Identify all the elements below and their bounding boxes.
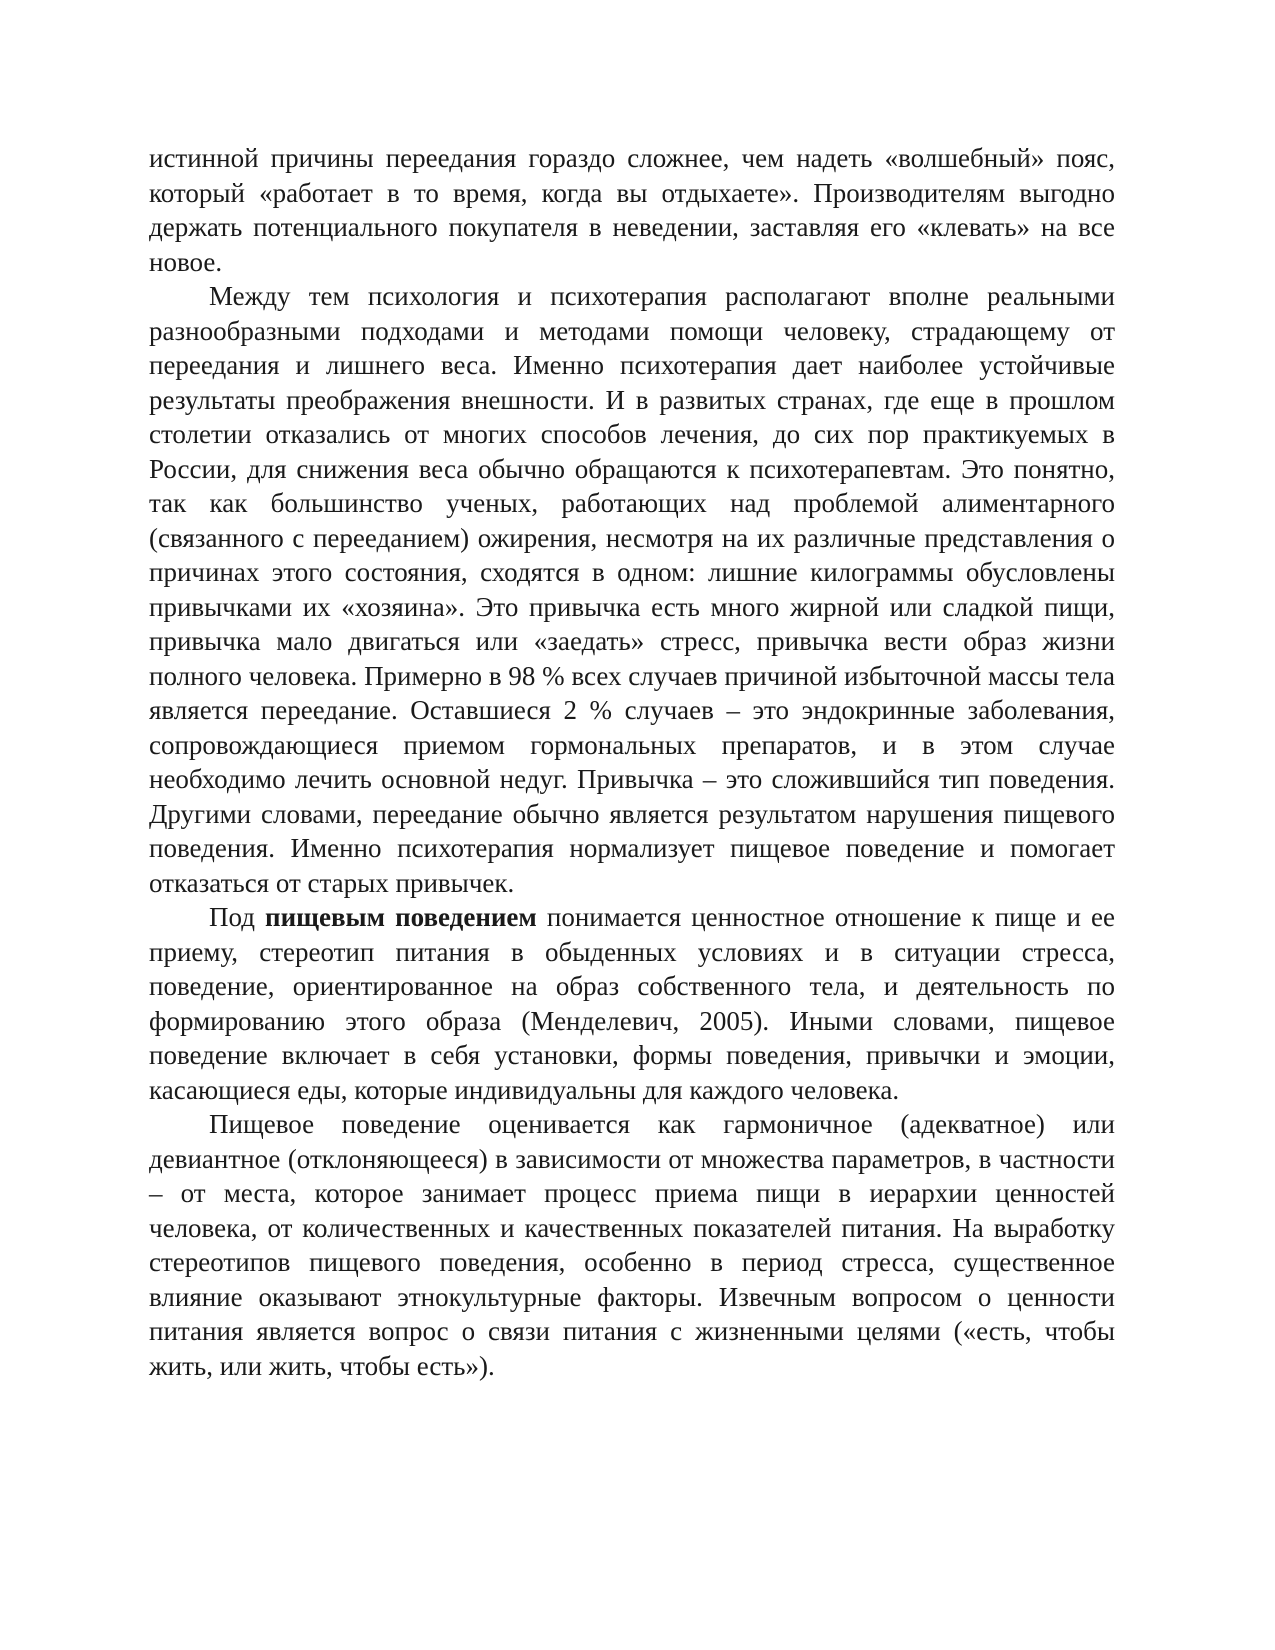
paragraph-continuation: истинной причины переедания гораздо сложнее, чем надеть «волшебный» пояс, который «работает в то время, когда вы отдыхаете». Производителям выгодно держать потенциального покупателя в неведении, заставляя его «клевать» на все новое.: [149, 143, 1115, 277]
paragraph-eating-behavior-assessment: Пищевое поведение оценивается как гармоничное (адекватное) или девиантное (отклоняющееся) в зависимости от множества параметров, в частности – от места, которое занимает процесс приема пищи в иерархии ценностей человека, от количественных и качественных показателей питания. На выработку стереотипов пищевого поведения, особенно в период стресса, существенное влияние оказывают этнокультурные факторы. Извечным вопросом о ценности питания является вопрос о связи питания с жизненными целями («есть, чтобы жить, или жить, чтобы есть»).: [149, 1109, 1115, 1381]
paragraph-psychotherapy: Между тем психология и психотерапия располагают вполне реальными разнообразными подходами и методами помощи человеку, страдающему от переедания и лишнего веса. Именно психотерапия дает наиболее устойчивые результаты преображения внешности. И в развитых странах, где еще в прошлом столетии отказались от многих способов лечения, до сих пор практикуемых в России, для снижения веса обычно обращаются к психотерапевтам. Это понятно, так как большинство ученых, работающих над проблемой алиментарного (связанного с перееданием) ожирения, несмотря на их различные представления о причинах этого состояния, сходятся в одном: лишние килограммы обусловлены привычками их «хозяина». Это привычка есть много жирной или сладкой пищи, привычка мало двигаться или «заедать» стресс, привычка вести образ жизни полного человека. Примерно в 98 % всех случаев причиной избыточной массы тела является переедание. Оставшиеся 2 % случаев – это эндокринные заболевания, сопровождающиеся приемом гормональных препаратов, и в этом случае необходимо лечить основной недуг. Привычка – это сложившийся тип поведения. Другими словами, переедание обычно является результатом нарушения пищевого поведения. Именно психотерапия нормализует пищевое поведение и помогает отказаться от старых привычек.: [149, 281, 1115, 898]
defined-term: пищевым поведением: [265, 902, 537, 932]
paragraph-eating-behavior-definition: [149, 900, 1115, 1107]
document-page: [149, 141, 1115, 1383]
paragraph-lead-word: Под: [209, 902, 266, 932]
paragraph-definition-text: понимается ценностное отношение к пище и ее приему, стереотип питания в обыденных условиях и в ситуации стресса, поведение, ориентированное на образ собственного тела, и деятельность по формированию этого образа (Менделевич, 2005). Иными словами, пищевое поведение включает в себя установки, формы поведения, привычки и эмоции, касающиеся еды, которые индивидуальны для каждого человека.: [149, 902, 1115, 1105]
